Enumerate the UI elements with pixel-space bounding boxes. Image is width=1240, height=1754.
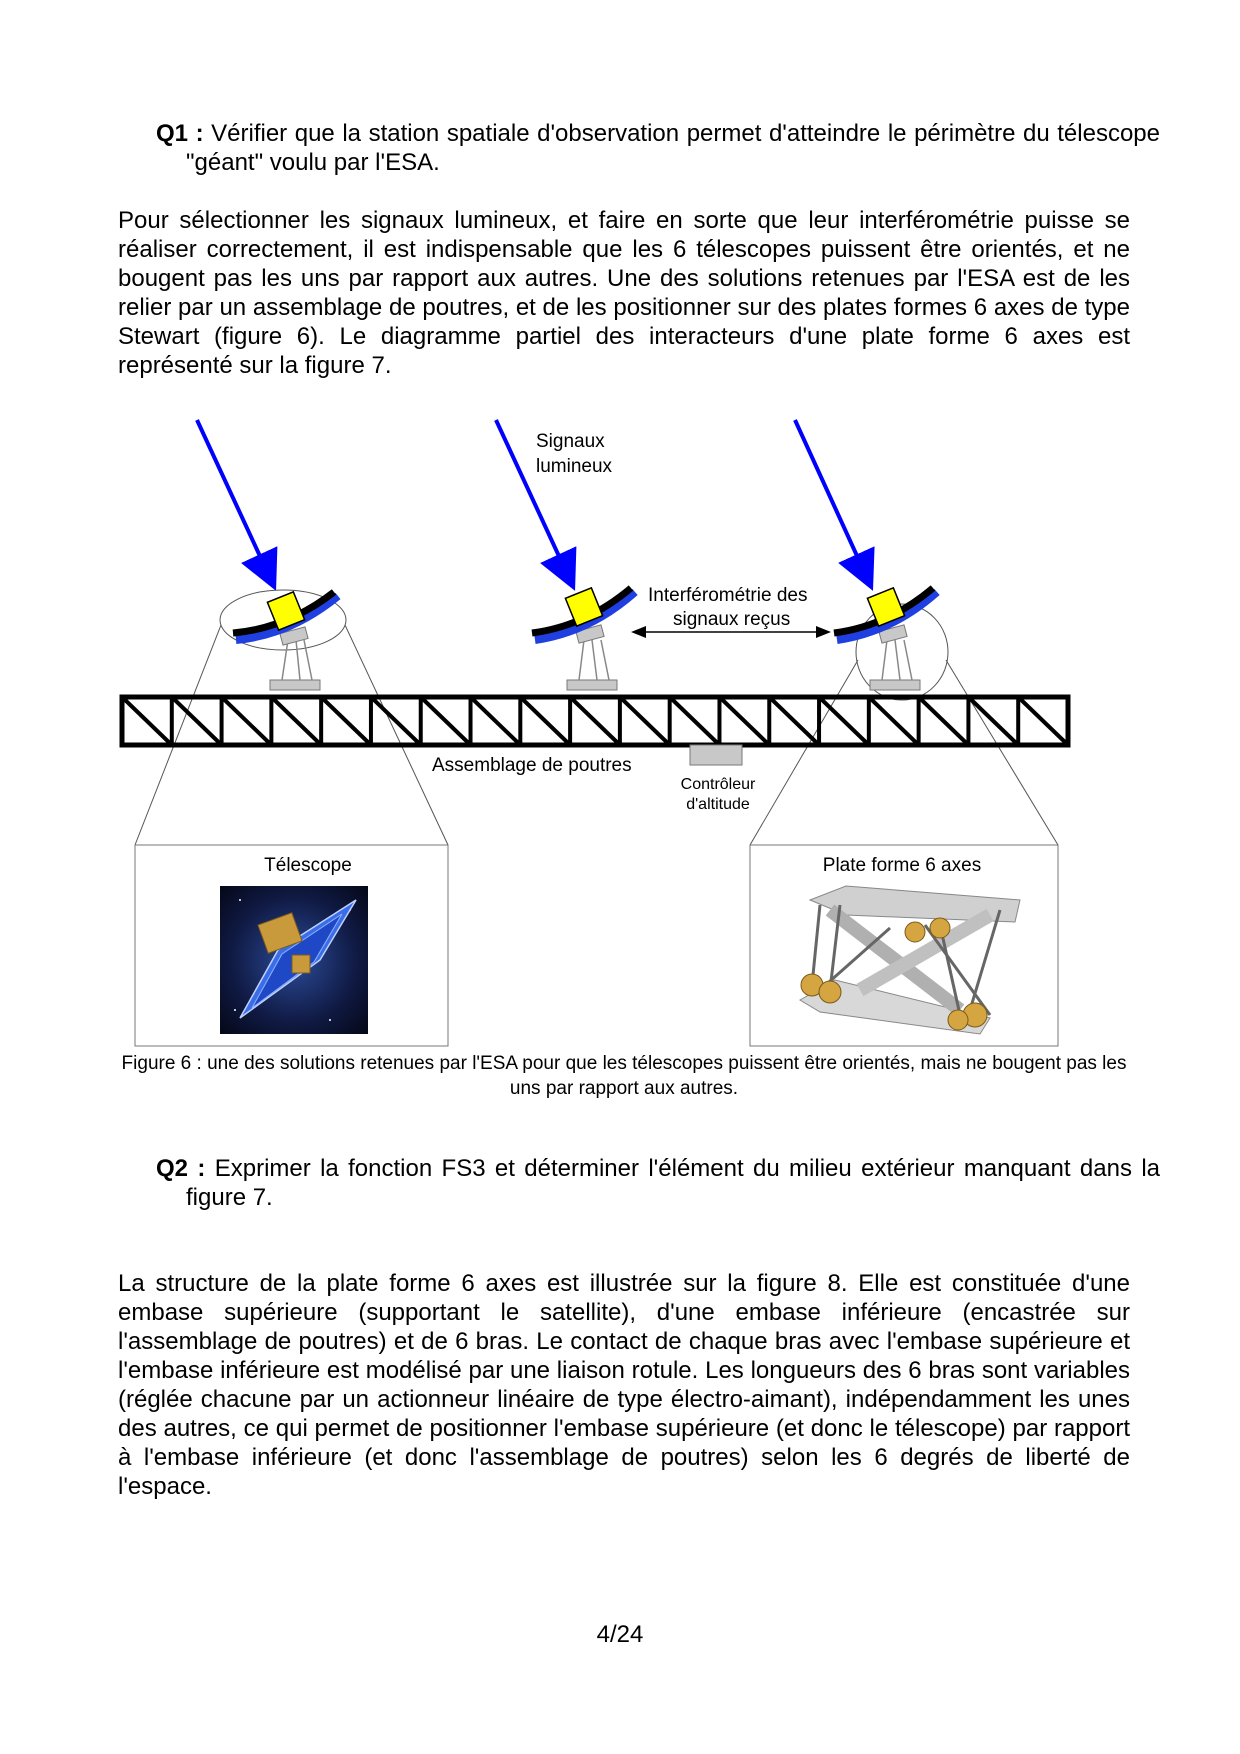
question-q2 (156, 1154, 1160, 1212)
truss-diagonal (271, 697, 321, 745)
telescope-box (135, 845, 448, 1046)
zoom-line (946, 660, 1058, 845)
question-label: Q1 : (156, 120, 204, 147)
telescope-box-title: Télescope (264, 855, 352, 876)
paragraph-structure: La structure de la plate forme 6 axes est illustrée sur la figure 8. Elle est constituée d'une embase supérieure (supportant le satellite), d'une embase inférieure (encastrée sur l'assemblage de poutres) et de 6 bras. Le contact de chaque bras avec l'embase supérieure et l'embase inférieure est modélisé par une liaison rotule. Les longueurs des 6 bras sont variables (réglée chacune par un actionneur linéaire de type électro-aimant), indépendamment les unes des autres, ce qui permet de positionner l'embase supérieure (et donc le télescope) par rapport à l'embase inférieure (et donc l'assemblage de poutres) selon les 6 degrés de liberté de l'espace. (118, 1270, 1130, 1500)
truss-diagonal (172, 697, 222, 745)
truss-diagonal (421, 697, 471, 745)
question-text: Vérifier que la station spatiale d'observation permet d'atteindre le périmètre du télescope "géant" voulu par l'ESA. (186, 120, 1160, 176)
telescope-middle (532, 588, 635, 690)
platform-box (750, 845, 1058, 1046)
truss-diagonal (321, 697, 371, 745)
zoom-line (135, 625, 221, 845)
truss-diagonal (719, 697, 769, 745)
truss-diagonal (620, 697, 670, 745)
signals-label-line2: lumineux (536, 456, 613, 477)
question-q1 (156, 119, 1160, 177)
truss-diagonal (471, 697, 521, 745)
beams-label: Assemblage de poutres (432, 755, 632, 776)
controller-label-line2: d'altitude (686, 796, 750, 813)
altitude-controller (690, 745, 742, 765)
figure-caption: Figure 6 : une des solutions retenues par l'ESA pour que les télescopes puissent être orientés, mais ne bougent pas les uns par rapport aux autres. (121, 1053, 1127, 1099)
truss-diagonal (371, 697, 421, 745)
truss-diagonal (869, 697, 919, 745)
platform-box-title: Plate forme 6 axes (822, 855, 982, 876)
question-label: Q2 : (156, 1155, 206, 1182)
truss-diagonal (122, 697, 172, 745)
truss-diagonal (919, 697, 969, 745)
truss-diagonal (520, 697, 570, 745)
controller-label-line1: Contrôleur (680, 776, 756, 793)
page-number: 4/24 (596, 1621, 644, 1648)
truss-diagonal (1018, 697, 1068, 745)
figure-6-diagram (0, 400, 1240, 1100)
truss-diagonal (670, 697, 720, 745)
telescope-photo (220, 886, 368, 1034)
zoom-line (750, 660, 858, 845)
beam-assembly (122, 697, 1068, 745)
truss-diagonal (819, 697, 869, 745)
signal-arrow-left (197, 420, 271, 580)
truss-diagonal (769, 697, 819, 745)
signals-label-line1: Signaux (536, 431, 605, 452)
paragraph-intro: Pour sélectionner les signaux lumineux, et faire en sorte que leur interférométrie puisse se réaliser correctement, il est indispensable que les 6 télescopes puissent être orientés, et ne bougent pas les uns par rapport aux autres. Une des solutions retenues par l'ESA est de les relier par un assemblage de poutres, et de les positionner sur des plates formes 6 axes de type Stewart (figure 6). Le diagramme partiel des interacteurs d'une plate forme 6 axes est représenté sur la figure 7. (118, 207, 1130, 379)
interferometry-label-line2: signaux reçus (673, 609, 791, 630)
truss-diagonal (570, 697, 620, 745)
interferometry-label-line1: Interférométrie des (648, 585, 808, 606)
signal-arrow-right (795, 420, 868, 580)
telescope-left (233, 592, 338, 690)
question-text: Exprimer la fonction FS3 et déterminer l'élément du milieu extérieur manquant dans la figure 7. (186, 1155, 1160, 1211)
truss-diagonal (222, 697, 272, 745)
